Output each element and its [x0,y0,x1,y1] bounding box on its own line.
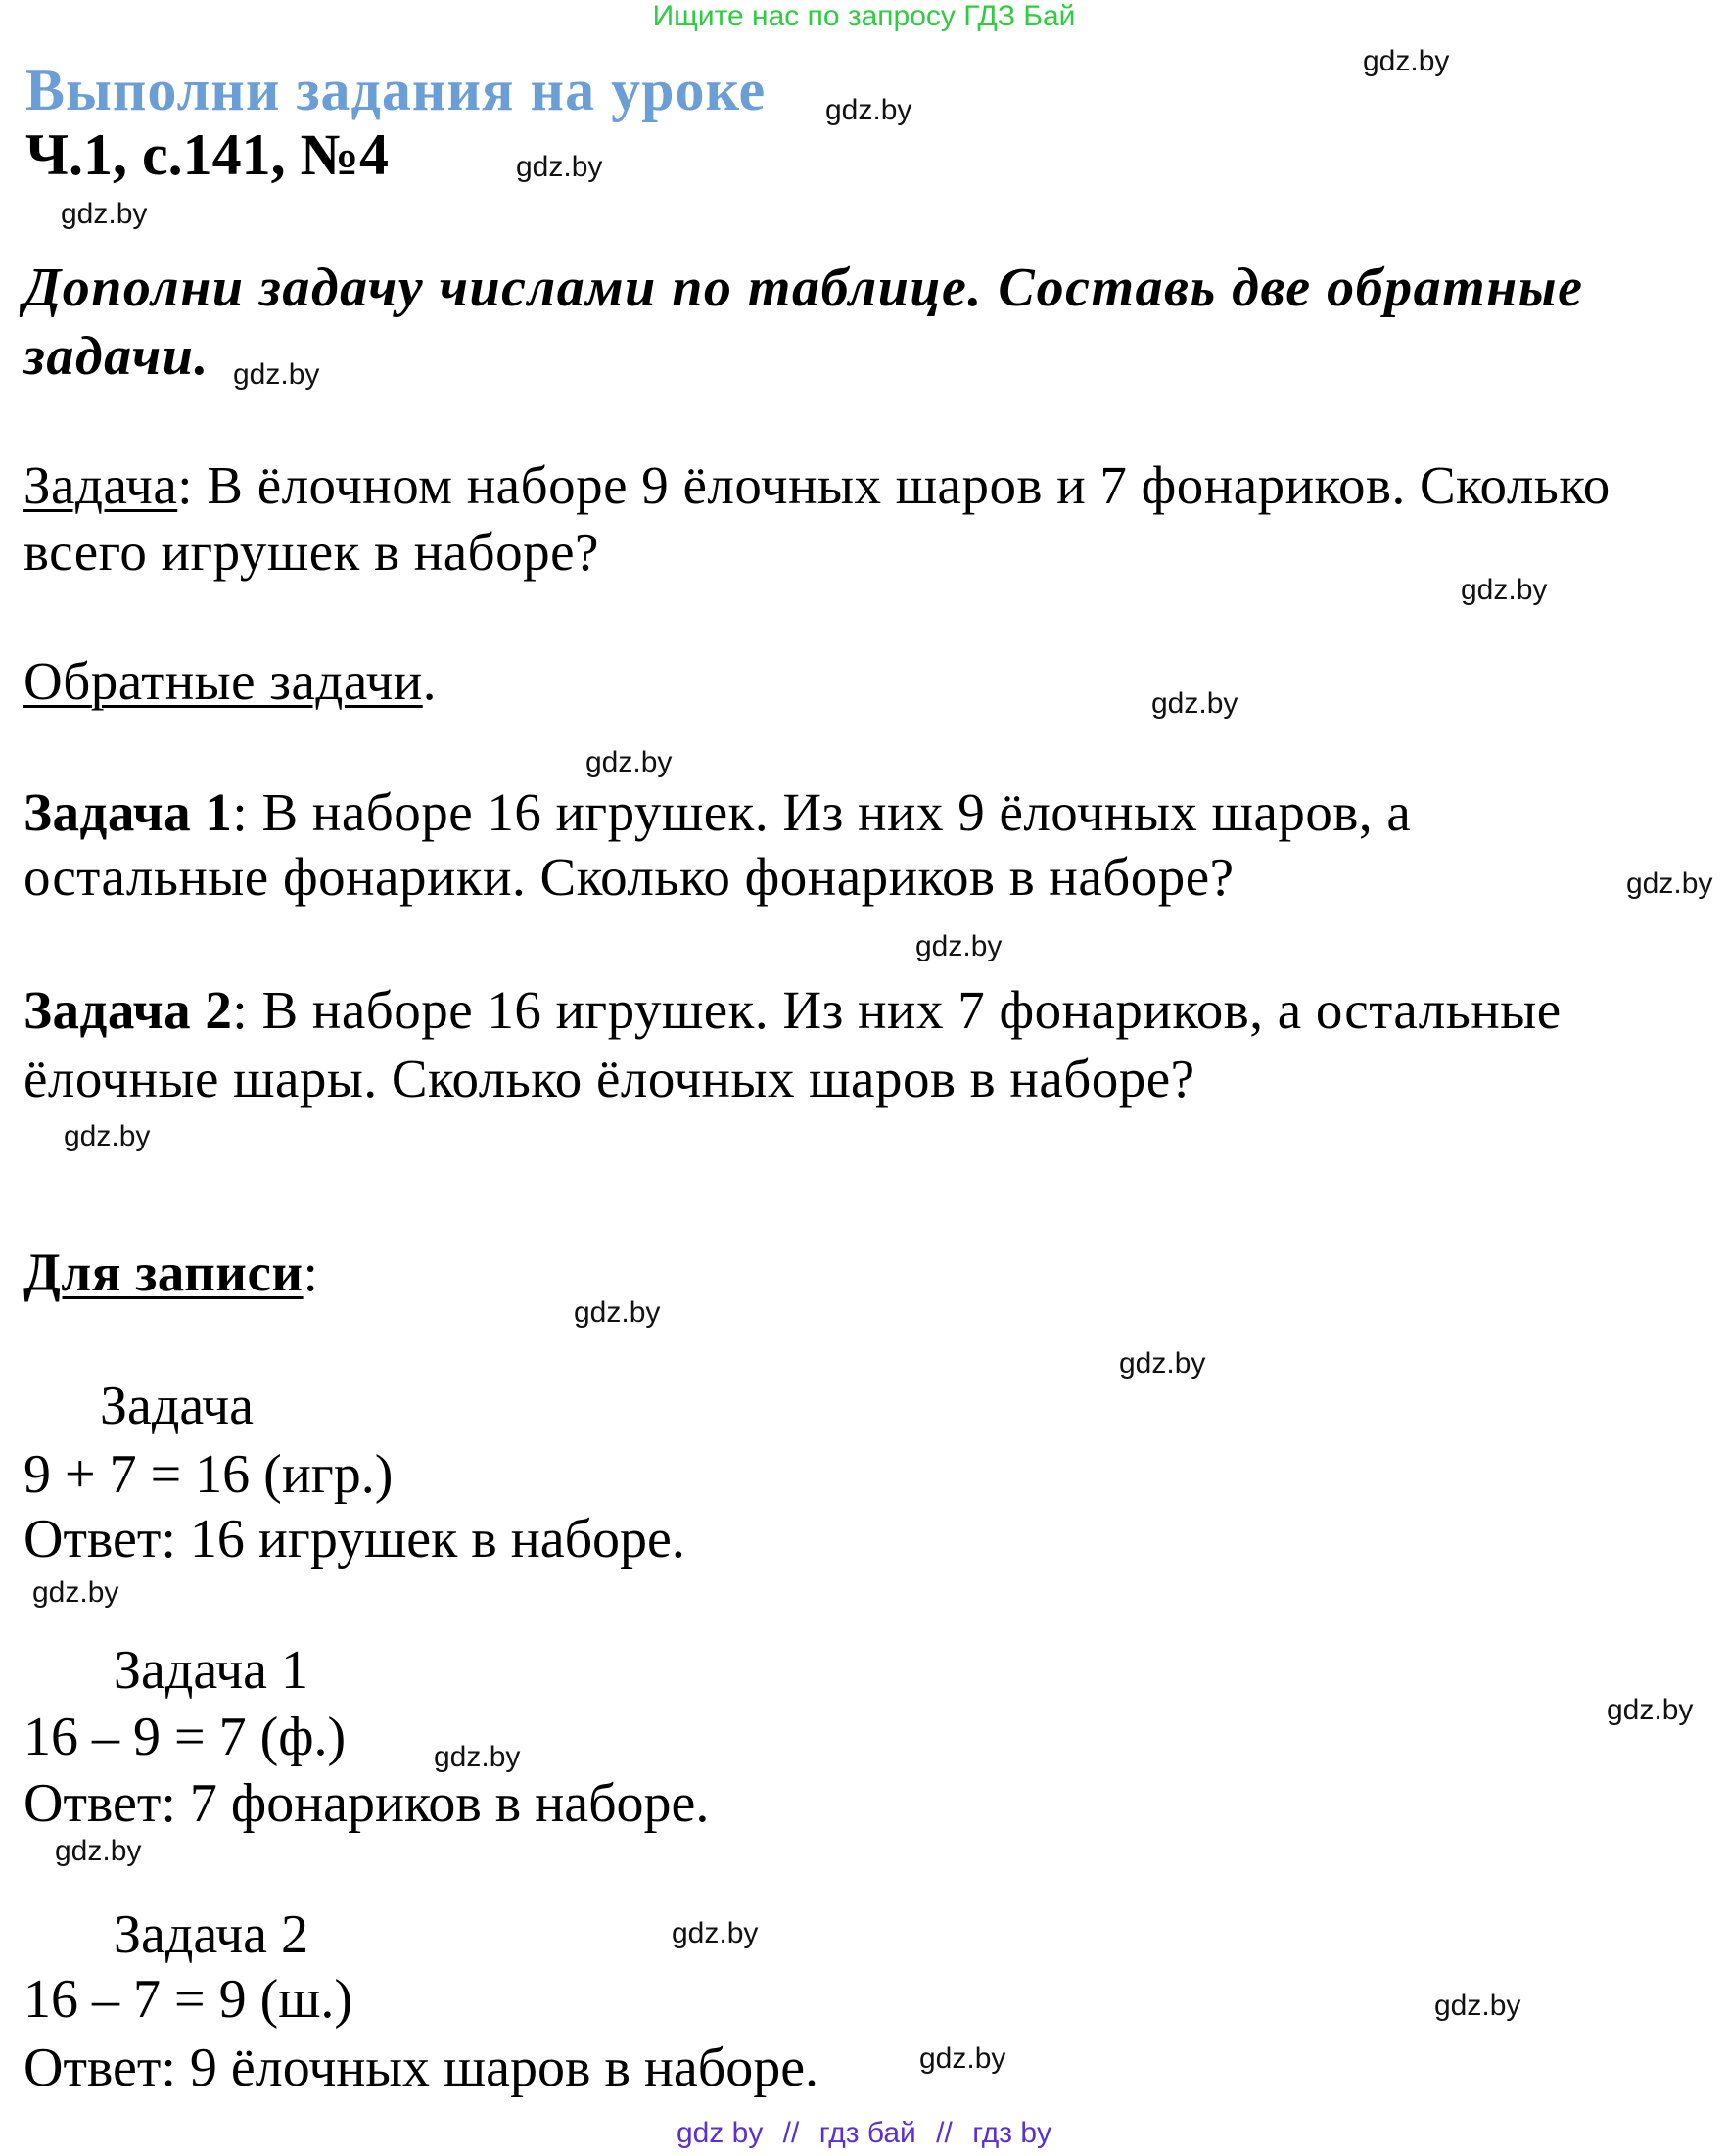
watermark: gdz.by [919,2042,1006,2075]
top-banner[interactable]: Ищите нас по запросу ГДЗ Бай [652,0,1076,32]
record-task1-equation: 16 – 9 = 7 (ф.) [23,1707,347,1767]
footer-link-gdz-by[interactable]: gdz by [676,2117,764,2149]
record-task2-equation: 16 – 7 = 9 (ш.) [23,1969,352,2030]
record-task1-answer: Ответ: 7 фонариков в наборе. [23,1773,710,1834]
record-title-text: Для записи [23,1242,304,1302]
task-label: Задача [23,455,178,515]
task-line-2: всего игрушек в наборе? [23,522,599,582]
inverse-tasks-title [23,651,437,711]
watermark: gdz.by [915,930,1003,962]
watermark: gdz.by [585,746,673,778]
watermark: gdz.by [825,94,912,126]
record-task1-title: Задача 1 [114,1640,309,1701]
footer-link-gdz-bai[interactable]: гдз бай [818,2117,916,2149]
task2-line-1 [23,980,1562,1040]
instruction-line-1: Дополни задачу числами по таблице. Составь две обратные [23,258,1584,318]
task-line-1 [23,455,1611,515]
page-subtitle: Ч.1, с.141, №4 [25,122,389,187]
watermark: gdz.by [1434,1990,1521,2022]
task1-line-1 [23,782,1412,842]
page-title: Выполни задания на уроке [25,58,767,122]
task2-text-1: : В наборе 16 игрушек. Из них 7 фонариков, а остальные [232,980,1562,1040]
footer-separator: // [782,2117,800,2149]
record-title-colon: : [303,1242,319,1302]
footer-link-gdz-by-cyr[interactable]: гдз by [972,2117,1052,2149]
watermark: gdz.by [516,151,603,183]
record-task2-title: Задача 2 [114,1904,309,1965]
watermark: gdz.by [1461,574,1548,606]
record-task0-answer: Ответ: 16 игрушек в наборе. [23,1509,685,1570]
record-task2-answer: Ответ: 9 ёлочных шаров в наборе. [23,2038,819,2098]
instruction-line-2: задачи. [23,326,210,387]
task1-label: Задача 1 [23,782,233,842]
task1-line-2: остальные фонарики. Сколько фонариков в наборе? [23,847,1235,907]
record-task0-title: Задача [100,1376,255,1436]
watermark: gdz.by [672,1917,759,1949]
watermark: gdz.by [1363,45,1450,77]
record-task0-equation: 9 + 7 = 16 (игр.) [23,1444,394,1505]
watermark: gdz.by [64,1120,151,1152]
watermark: gdz.by [233,358,320,391]
watermark: gdz.by [55,1835,142,1867]
watermark: gdz.by [1626,867,1713,900]
watermark: gdz.by [1151,687,1238,720]
task-text-1: : В ёлочном наборе 9 ёлочных шаров и 7 фонариков. Сколько [177,455,1611,515]
inverse-title-dot: . [422,651,437,711]
task2-line-2: ёлочные шары. Сколько ёлочных шаров в наборе? [23,1049,1195,1108]
footer-links [0,2119,1728,2148]
task2-label: Задача 2 [23,980,233,1040]
footer-separator: // [936,2117,953,2149]
inverse-title-text: Обратные задачи [23,651,423,711]
watermark: gdz.by [61,198,148,230]
watermark: gdz.by [32,1576,119,1609]
watermark: gdz.by [1119,1347,1206,1380]
watermark: gdz.by [1607,1694,1694,1726]
task1-text-1: : В наборе 16 игрушек. Из них 9 ёлочных шаров, а [232,782,1412,842]
watermark: gdz.by [574,1296,661,1329]
watermark: gdz.by [434,1741,521,1773]
record-title [23,1242,319,1302]
